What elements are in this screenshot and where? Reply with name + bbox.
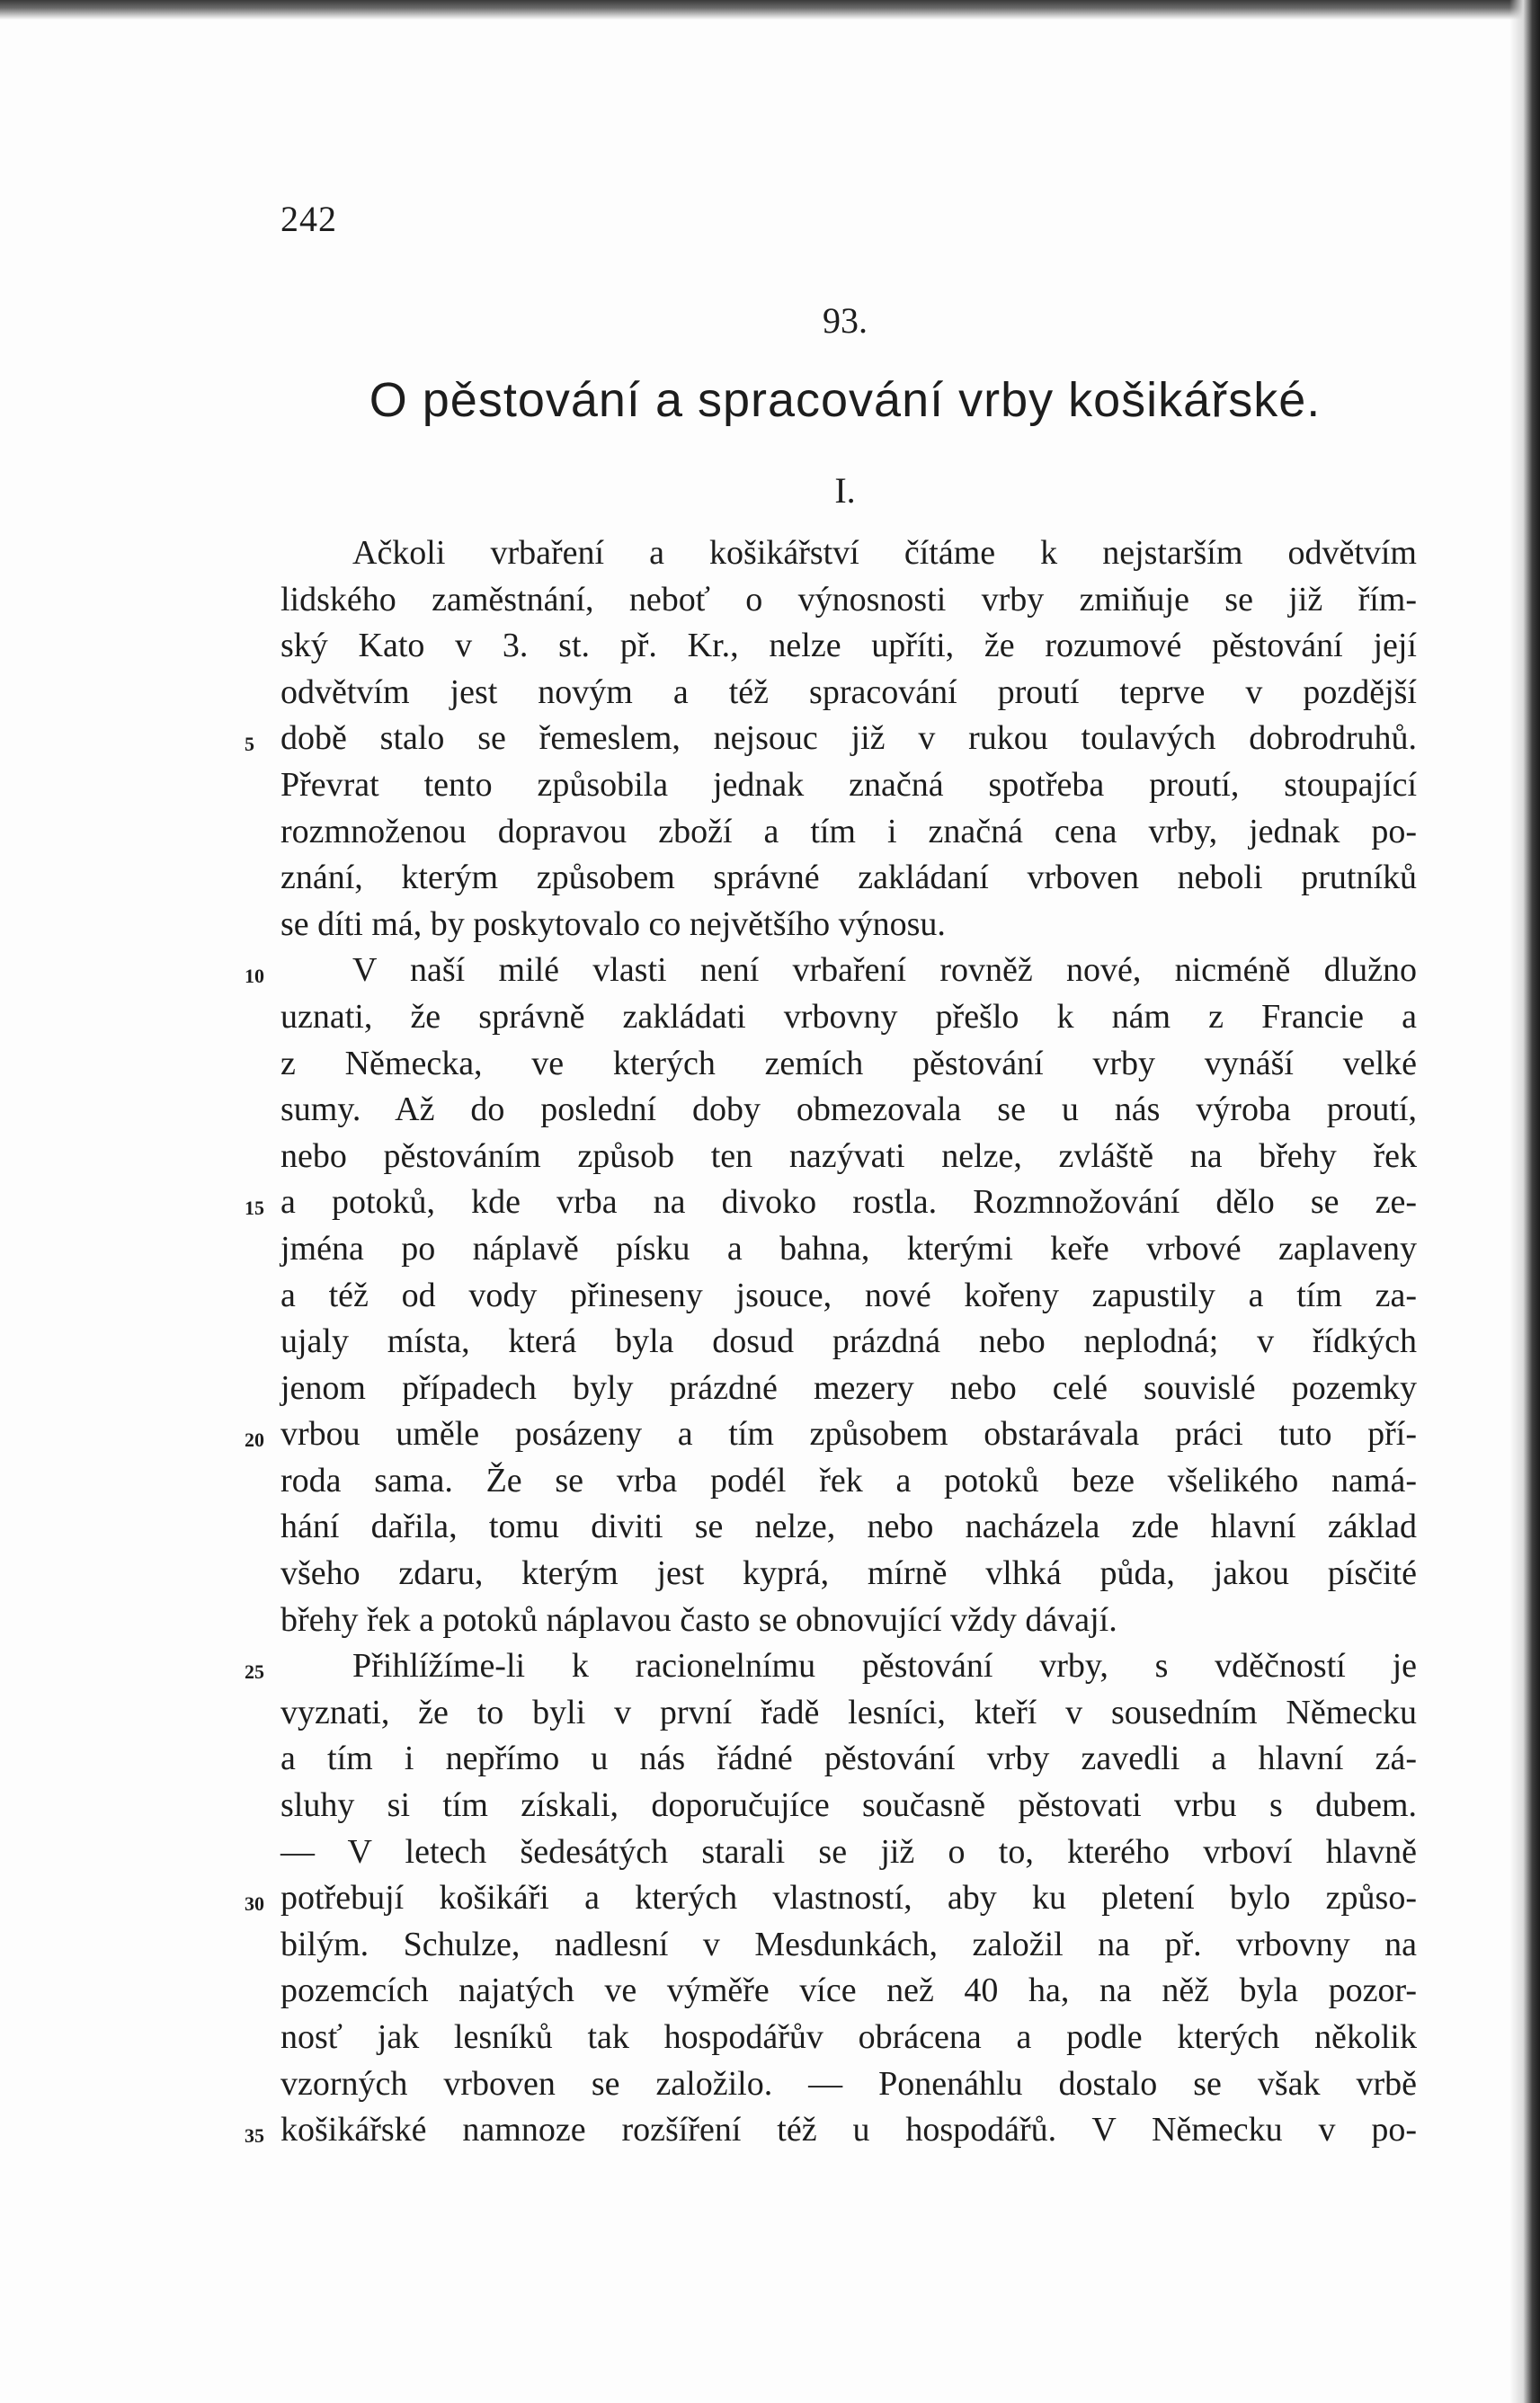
text-line bbox=[280, 1366, 1417, 1412]
line-text: všeho zdaru, kterým jest kyprá, mírně vlhká půda, jakou písčité bbox=[280, 1554, 1417, 1593]
line-text: sluhy si tím získali, doporučujíce současně pěstovati vrbu s dubem. bbox=[280, 1786, 1417, 1825]
line-text: hání dařila, tomu diviti se nelze, nebo nacházela zde hlavní základ bbox=[280, 1508, 1417, 1546]
line-text: roda sama. Že se vrba podél řek a potoků beze všelikého namá- bbox=[280, 1461, 1417, 1500]
line-text: uznati, že správně zakládati vrbovny přešlo k nám z Francie a bbox=[280, 997, 1417, 1036]
body-text bbox=[245, 530, 1417, 2154]
text-line bbox=[280, 994, 1417, 1041]
line-text: V naší milé vlasti není vrbaření rovněž nové, nicméně dlužno bbox=[352, 951, 1417, 990]
text-line bbox=[280, 1504, 1417, 1551]
text-line bbox=[280, 1087, 1417, 1134]
line-text: a tím i nepřímo u nás řádné pěstování vrby zavedli a hlavní zá- bbox=[280, 1740, 1417, 1778]
line-text: košikářské namnoze rozšíření též u hospodářů. V Německu v po- bbox=[280, 2111, 1417, 2149]
line-number: 35 bbox=[245, 2124, 264, 2148]
line-text: bilým. Schulze, nadlesní v Mesdunkách, založil na př. vrbovny na bbox=[280, 1925, 1417, 1963]
text-line bbox=[280, 1922, 1417, 1969]
text-line bbox=[280, 1968, 1417, 2015]
line-number: 10 bbox=[245, 965, 264, 988]
part-label: I. bbox=[834, 470, 856, 511]
text-line bbox=[280, 809, 1417, 856]
text-line bbox=[280, 1041, 1417, 1088]
line-text: Ačkoli vrbaření a košikářství čítáme k nejstarším odvětvím bbox=[352, 534, 1417, 572]
line-text: — V letech šedesátých starali se již o to, kterého vrboví hlavně bbox=[280, 1832, 1417, 1871]
line-text: jenom případech byly prázdné mezery nebo celé souvislé pozemky bbox=[280, 1368, 1417, 1407]
section-number: 93. bbox=[823, 300, 868, 341]
line-text: ujaly místa, která byla dosud prázdná nebo neplodná; v řídkých bbox=[280, 1322, 1417, 1361]
line-text: potřebují košikáři a kterých vlastností, aby ku pletení bylo způso- bbox=[280, 1879, 1417, 1918]
page-title: O pěstování a spracování vrby košikářské. bbox=[369, 373, 1322, 427]
text-line bbox=[280, 1690, 1417, 1737]
text-line bbox=[280, 762, 1417, 809]
line-text: lidského zaměstnání, neboť o výnosnosti vrby zmiňuje se již řím- bbox=[280, 580, 1417, 619]
line-number: 15 bbox=[245, 1197, 264, 1220]
line-text: Přihlížíme-li k racionelnímu pěstování vrby, s vděčností je bbox=[352, 1647, 1417, 1686]
line-number: 25 bbox=[245, 1660, 264, 1684]
text-line bbox=[280, 1829, 1417, 1876]
scan-edge-top bbox=[0, 0, 1540, 20]
text-line bbox=[280, 1134, 1417, 1180]
text-line bbox=[280, 1736, 1417, 1783]
text-line bbox=[245, 716, 1417, 762]
text-line bbox=[280, 1319, 1417, 1366]
line-text: nebo pěstováním způsob ten nazývati nelze, zvláště na břehy řek bbox=[280, 1136, 1417, 1175]
text-line bbox=[245, 1643, 1417, 1690]
text-line bbox=[280, 1273, 1417, 1320]
line-text: břehy řek a potoků náplavou často se obnovující vždy dávají. bbox=[280, 1600, 1117, 1639]
text-line bbox=[245, 2107, 1417, 2154]
text-line bbox=[280, 530, 1417, 577]
text-line bbox=[280, 1226, 1417, 1273]
text-line bbox=[280, 1551, 1417, 1598]
line-text: vyznati, že to byli v první řadě lesníci, kteří v sousedním Německu bbox=[280, 1693, 1417, 1731]
text-line bbox=[280, 2061, 1417, 2108]
line-text: jména po náplavě písku a bahna, kterými keře vrbové zaplaveny bbox=[280, 1229, 1417, 1268]
text-line bbox=[280, 2015, 1417, 2061]
text-line bbox=[280, 1783, 1417, 1829]
line-number: 20 bbox=[245, 1428, 264, 1452]
text-line bbox=[245, 1411, 1417, 1458]
text-line bbox=[280, 1598, 1417, 1644]
text-line bbox=[280, 670, 1417, 716]
line-number: 30 bbox=[245, 1892, 264, 1916]
line-text: době stalo se řemeslem, nejsouc již v rukou toulavých dobrodruhů. bbox=[280, 719, 1417, 758]
text-line bbox=[280, 902, 1417, 948]
line-number: 5 bbox=[245, 733, 254, 756]
scan-edge-right bbox=[1509, 0, 1540, 2403]
text-line bbox=[245, 948, 1417, 994]
line-text: sumy. Až do poslední doby obmezovala se u nás výroba proutí, bbox=[280, 1090, 1417, 1129]
text-line bbox=[245, 1875, 1417, 1922]
line-text: a též od vody přineseny jsouce, nové kořeny zapustily a tím za- bbox=[280, 1276, 1417, 1314]
line-text: z Německa, ve kterých zemích pěstování vrby vynáší velké bbox=[280, 1044, 1417, 1082]
line-text: znání, kterým způsobem správné zakládaní vrboven neboli prutníků bbox=[280, 859, 1417, 897]
line-text: rozmnoženou dopravou zboží a tím i značná cena vrby, jednak po- bbox=[280, 812, 1417, 850]
line-text: vzorných vrboven se založilo. — Ponenáhlu dostalo se však vrbě bbox=[280, 2064, 1417, 2103]
line-text: pozemcích najatých ve výměře více než 40 ha, na něž byla pozor- bbox=[280, 1971, 1417, 2010]
line-text: ský Kato v 3. st. př. Kr., nelze upříti, že rozumové pěstování její bbox=[280, 627, 1417, 665]
text-line bbox=[280, 1458, 1417, 1505]
line-text: nosť jak lesníků tak hospodářův obrácena a podle kterých několik bbox=[280, 2018, 1417, 2056]
line-text: Převrat tento způsobila jednak značná spotřeba proutí, stoupající bbox=[280, 765, 1417, 804]
line-text: se díti má, by poskytovalo co největšího výnosu. bbox=[280, 904, 946, 943]
line-text: a potoků, kde vrba na divoko rostla. Rozmnožování dělo se ze- bbox=[280, 1183, 1417, 1222]
text-line bbox=[280, 577, 1417, 624]
text-line bbox=[280, 855, 1417, 902]
line-text: vrbou uměle posázeny a tím způsobem obstarávala práci tuto pří- bbox=[280, 1415, 1417, 1454]
text-line bbox=[280, 623, 1417, 670]
text-line bbox=[245, 1179, 1417, 1226]
line-text: odvětvím jest novým a též spracování proutí teprve v pozdější bbox=[280, 672, 1417, 711]
page-number: 242 bbox=[280, 199, 337, 239]
